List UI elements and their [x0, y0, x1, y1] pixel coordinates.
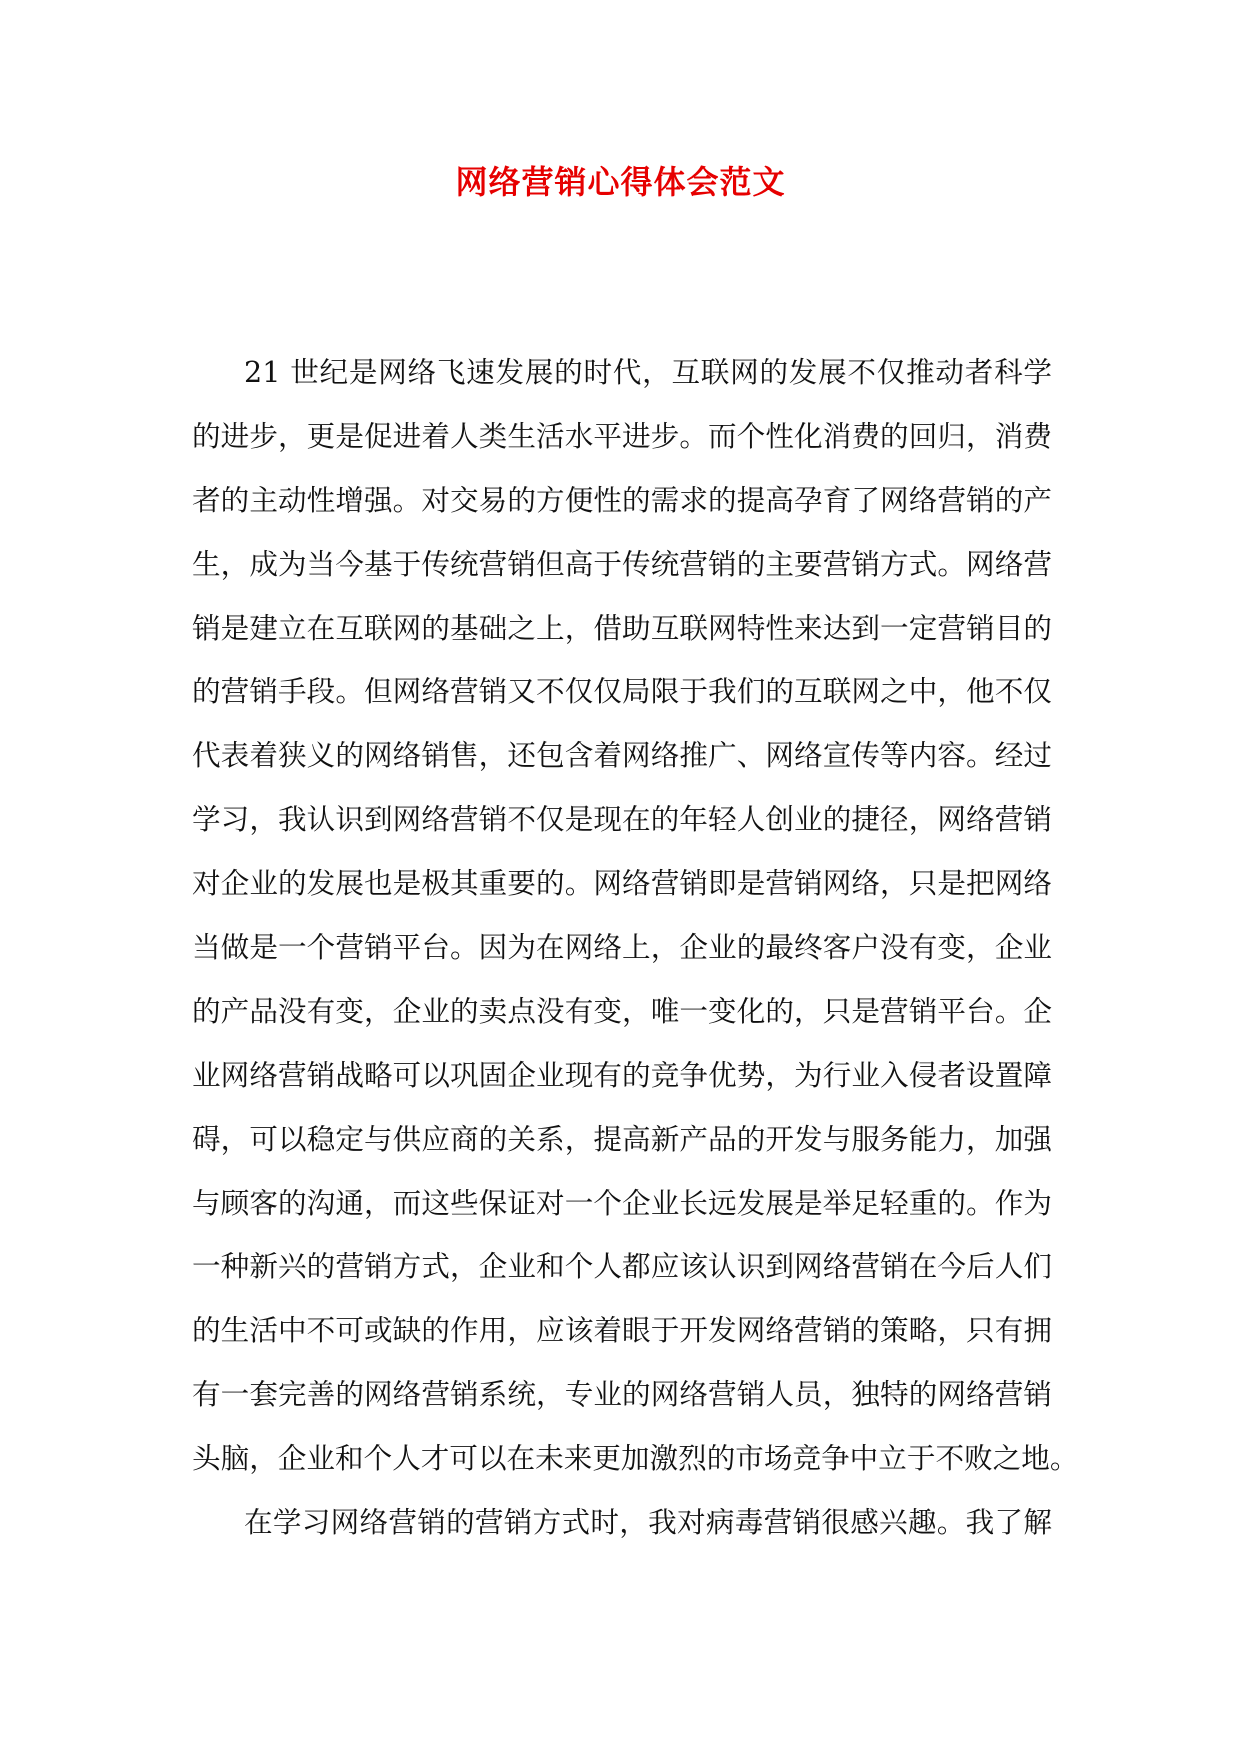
- paragraph-1-line-13: 碍，可以稳定与供应商的关系，提高新产品的开发与服务能力，加强: [192, 1121, 1052, 1156]
- paragraph-1-line-4: 生，成为当今基于传统营销但高于传统营销的主要营销方式。网络营: [192, 546, 1052, 581]
- document-body: [192, 352, 1079, 1566]
- paragraph-1-line-14: 与顾客的沟通，而这些保证对一个企业长远发展是举足轻重的。作为: [192, 1185, 1052, 1220]
- document-title: 网络营销心得体会范文: [455, 163, 786, 201]
- paragraph-2-line-1: 在学习网络营销的营销方式时，我对病毒营销很感兴趣。我了解: [244, 1505, 1052, 1540]
- paragraph-1-line-18: 头脑，企业和个人才可以在未来更加激烈的市场竞争中立于不败之地。: [192, 1441, 1079, 1476]
- paragraph-1-line-6: 的营销手段。但网络营销又不仅仅局限于我们的互联网之中，他不仅: [192, 674, 1052, 709]
- paragraph-1-line-2: 的进步，更是促进着人类生活水平进步。而个性化消费的回归，消费: [192, 418, 1052, 453]
- paragraph-1-line-1: 21 世纪是网络飞速发展的时代，互联网的发展不仅推动者科学: [244, 355, 1052, 389]
- paragraph-1-line-3: 者的主动性增强。对交易的方便性的需求的提高孕育了网络营销的产: [192, 482, 1052, 517]
- paragraph-1-line-7: 代表着狭义的网络销售，还包含着网络推广、网络宣传等内容。经过: [192, 738, 1052, 773]
- paragraph-1-line-17: 有一套完善的网络营销系统，专业的网络营销人员，独特的网络营销: [192, 1377, 1052, 1412]
- paragraph-1-line-8: 学习，我认识到网络营销不仅是现在的年轻人创业的捷径，网络营销: [192, 802, 1052, 837]
- paragraph-1-line-15: 一种新兴的营销方式，企业和个人都应该认识到网络营销在今后人们: [192, 1249, 1052, 1284]
- paragraph-1-line-12: 业网络营销战略可以巩固企业现有的竞争优势，为行业入侵者设置障: [192, 1057, 1052, 1092]
- paragraph-1-line-10: 当做是一个营销平台。因为在网络上，企业的最终客户没有变，企业: [192, 930, 1052, 965]
- paragraph-1-line-16: 的生活中不可或缺的作用，应该着眼于开发网络营销的策略，只有拥: [192, 1313, 1052, 1348]
- paragraph-1-line-9: 对企业的发展也是极其重要的。网络营销即是营销网络，只是把网络: [192, 866, 1052, 901]
- paragraph-1-line-5: 销是建立在互联网的基础之上，借助互联网特性来达到一定营销目的: [192, 610, 1052, 645]
- paragraph-1-line-11: 的产品没有变，企业的卖点没有变，唯一变化的，只是营销平台。企: [192, 993, 1052, 1028]
